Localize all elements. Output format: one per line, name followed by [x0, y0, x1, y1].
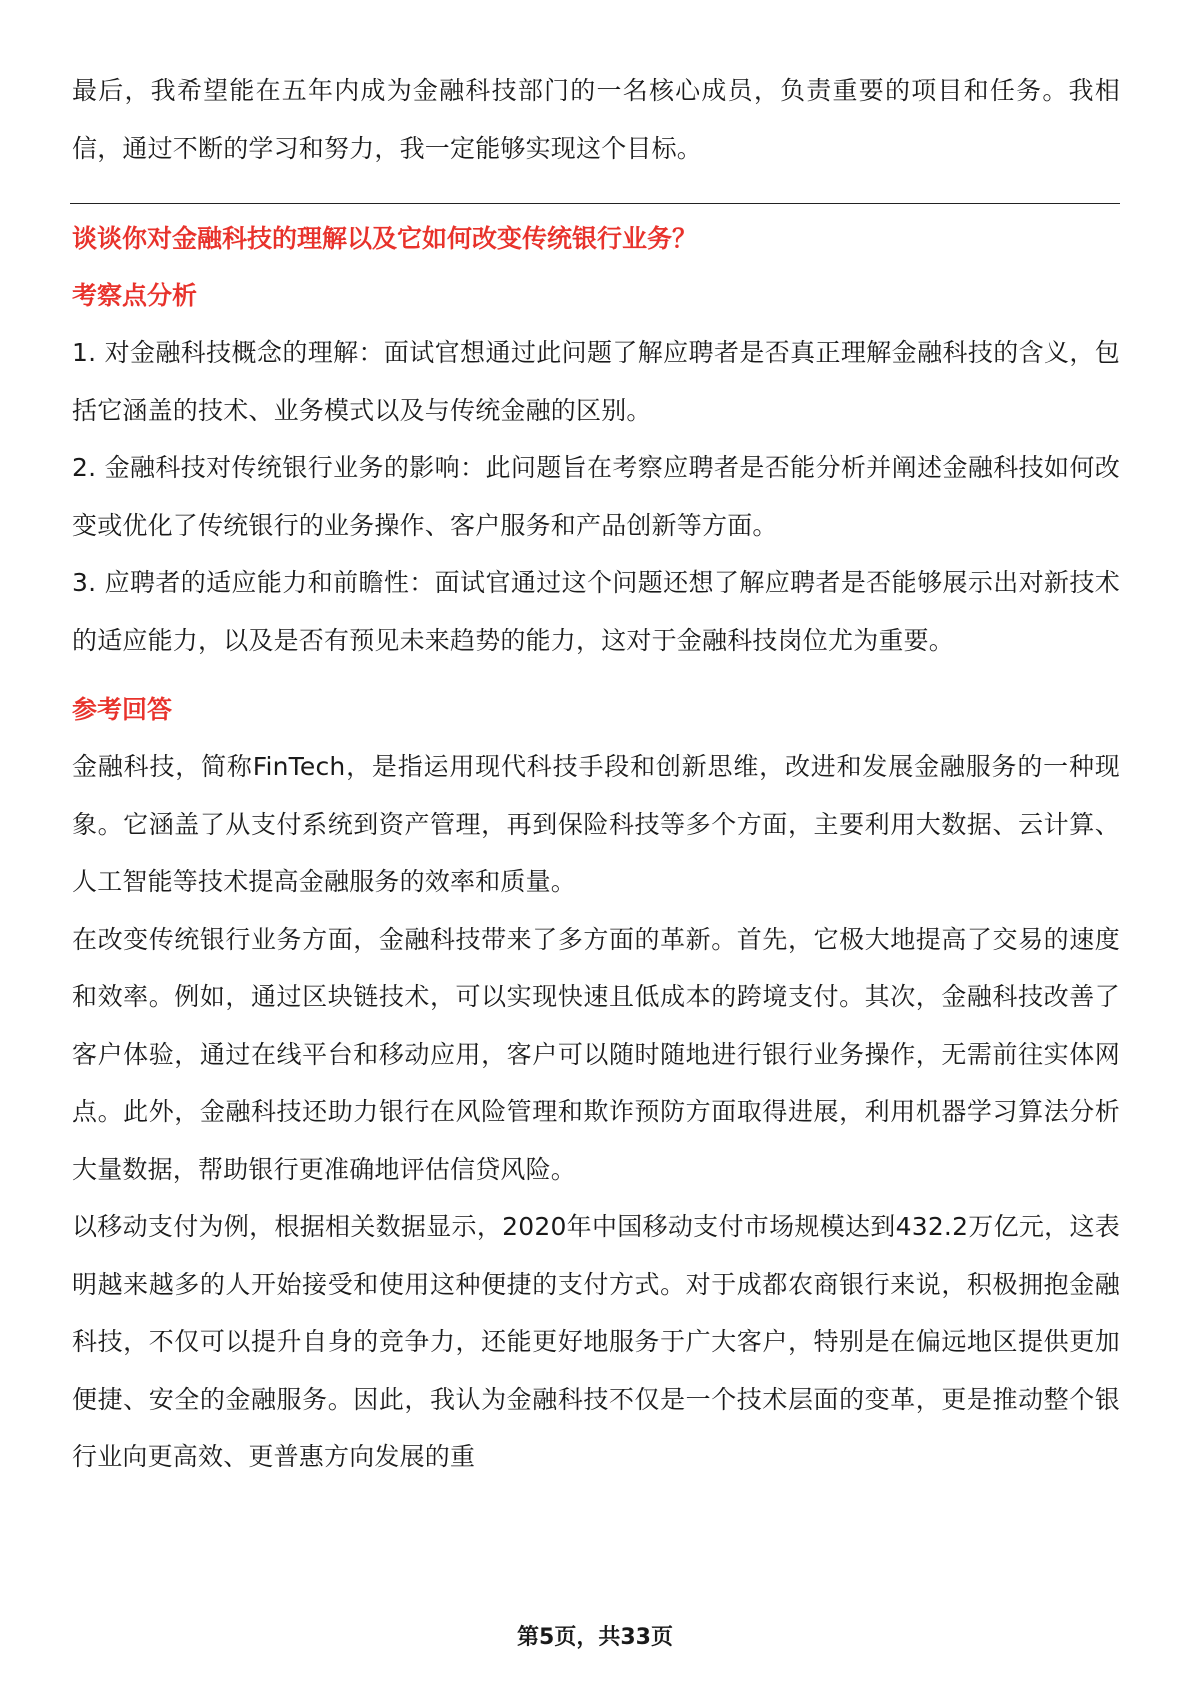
spacer	[72, 669, 1120, 681]
intro-paragraph: 最后，我希望能在五年内成为金融科技部门的一名核心成员，负责重要的项目和任务。我相信，通过不断的学习和努力，我一定能够实现这个目标。	[72, 76, 1120, 163]
page-number: 第5页，共33页	[517, 1625, 673, 1650]
document-page	[72, 62, 1120, 1486]
section-divider	[70, 203, 1120, 204]
analysis-point-3: 3. 应聘者的适应能力和前瞻性：面试官通过这个问题还想了解应聘者是否能够展示出对新技术的适应能力，以及是否有预见未来趋势的能力，这对于金融科技岗位尤为重要。	[72, 568, 1120, 655]
question-heading: 谈谈你对金融科技的理解以及它如何改变传统银行业务？	[72, 224, 698, 253]
analysis-title: 考察点分析	[72, 281, 198, 310]
answer-paragraph-3: 以移动支付为例，根据相关数据显示，2020年中国移动支付市场规模达到432.2万亿元，这表明越来越多的人开始接受和使用这种便捷的支付方式。对于成都农商银行来说，积极拥抱金融科技，不仅可以提升自身的竞争力，还能更好地服务于广大客户，特别是在偏远地区提供更加便捷、安全的金融服务。因此，我认为金融科技不仅是一个技术层面的变革，更是推动整个银行业向更高效、更普惠方向发展的重	[72, 1212, 1120, 1471]
answer-title: 参考回答	[72, 695, 173, 724]
answer-paragraph-2: 在改变传统银行业务方面，金融科技带来了多方面的革新。首先，它极大地提高了交易的速度和效率。例如，通过区块链技术，可以实现快速且低成本的跨境支付。其次，金融科技改善了客户体验，通过在线平台和移动应用，客户可以随时随地进行银行业务操作，无需前往实体网点。此外，金融科技还助力银行在风险管理和欺诈预防方面取得进展，利用机器学习算法分析大量数据，帮助银行更准确地评估信贷风险。	[72, 924, 1120, 1184]
analysis-point-1: 1. 对金融科技概念的理解：面试官想通过此问题了解应聘者是否真正理解金融科技的含义，包括它涵盖的技术、业务模式以及与传统金融的区别。	[72, 338, 1120, 425]
analysis-point-2: 2. 金融科技对传统银行业务的影响：此问题旨在考察应聘者是否能分析并阐述金融科技如何改变或优化了传统银行的业务操作、客户服务和产品创新等方面。	[72, 453, 1120, 540]
answer-paragraph-1: 金融科技，简称FinTech，是指运用现代科技手段和创新思维，改进和发展金融服务的一种现象。它涵盖了从支付系统到资产管理，再到保险科技等多个方面，主要利用大数据、云计算、人工智能等技术提高金融服务的效率和质量。	[72, 752, 1120, 896]
